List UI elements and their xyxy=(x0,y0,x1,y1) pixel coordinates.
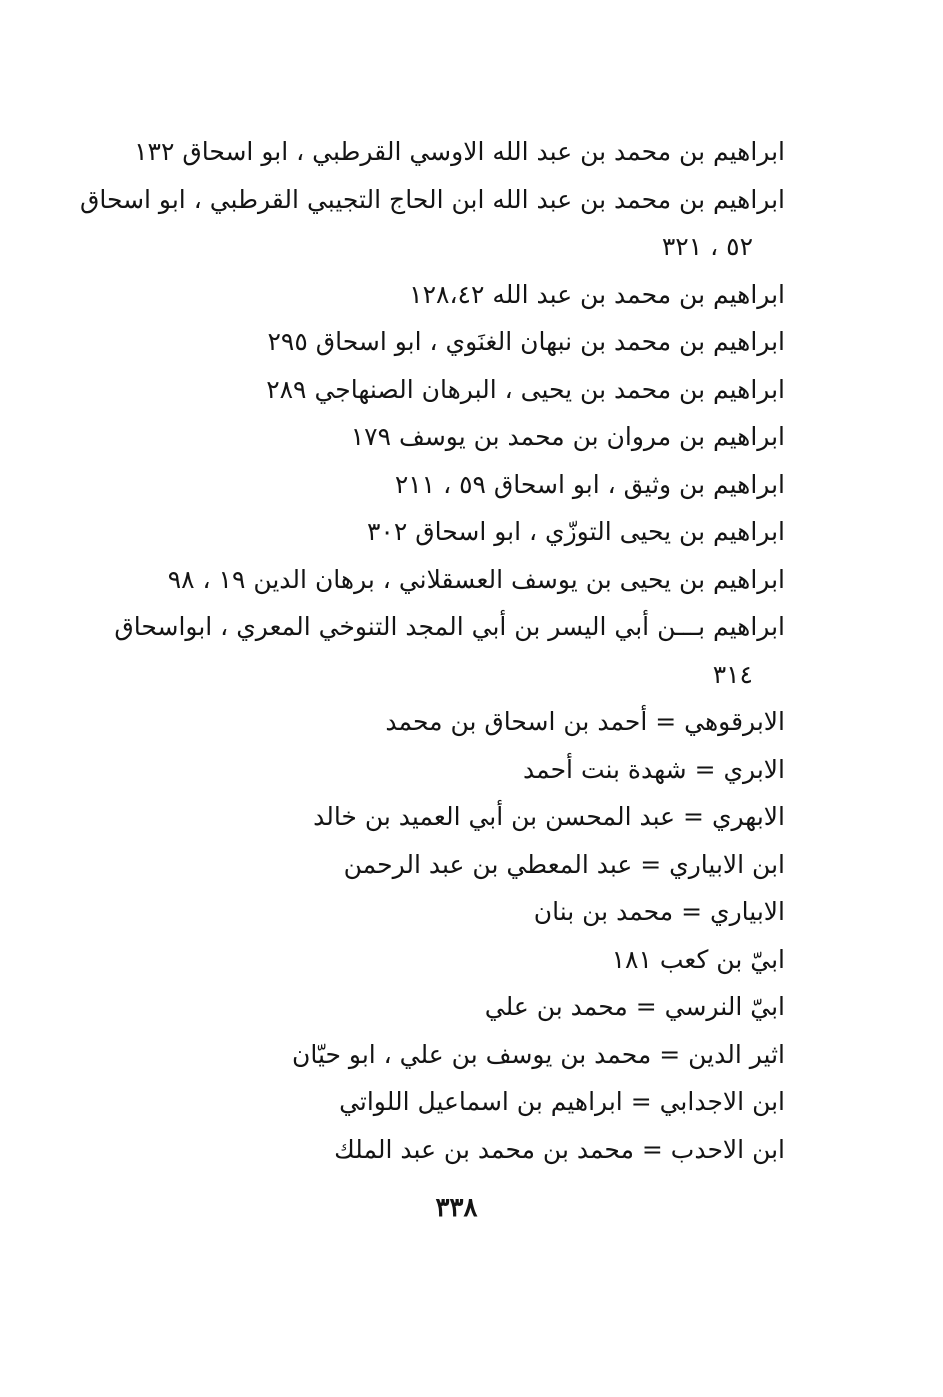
index-entry-text: الابري = شهدة بنت أحمد xyxy=(523,754,785,784)
index-entry-text: ابراهيم بن محمد بن نبهان الغنَوي ، ابو اسحاق ٢٩٥ xyxy=(267,327,785,356)
page-number: ٣٣٨ xyxy=(435,1193,478,1223)
index-entry xyxy=(135,271,785,319)
index-entry-text: ابيّ بن كعب ١٨١ xyxy=(611,944,785,974)
index-entry xyxy=(135,318,785,366)
index-entry xyxy=(79,176,785,271)
index-entry xyxy=(135,366,785,414)
index-entry xyxy=(135,508,785,556)
index-entry-continuation: ٣١٤ xyxy=(712,659,753,689)
index-entry-text: ابراهيم بن محمد بن يحيى ، البرهان الصنهاجي ٢٨٩ xyxy=(266,374,785,404)
index-entry-text: اثير الدين = محمد بن يوسف بن علي ، ابو حيّان xyxy=(291,1039,785,1069)
index-entry-text: الابهري = عبد المحسن بن أبي العميد بن خالد xyxy=(313,802,785,831)
index-entry xyxy=(135,1078,785,1126)
index-entry xyxy=(135,841,785,889)
index-entry-text: ابراهيم بن يحيى التوزّي ، ابو اسحاق ٣٠٢ xyxy=(367,517,785,546)
index-entry-text: ابن الاحدب = محمد بن محمد بن عبد الملك xyxy=(334,1134,785,1164)
index-entry xyxy=(135,793,785,841)
index-entry xyxy=(135,983,785,1031)
index-entry-continuation: ٥٢ ، ٣٢١ xyxy=(661,232,753,261)
index-entry xyxy=(135,1126,785,1174)
index-entry-list xyxy=(79,128,785,1173)
index-entry xyxy=(135,1031,785,1079)
index-entry-text: ابراهيم بن مروان بن محمد بن يوسف ١٧٩ xyxy=(350,422,785,451)
index-entry xyxy=(114,603,785,698)
index-entry xyxy=(135,936,785,984)
index-entry xyxy=(135,413,785,461)
index-entry-text: ابراهيم بن محمد بن عبد الله ابن الحاج التجيبي القرطبي ، ابو اسحاق xyxy=(79,184,785,214)
index-entry-text: ابراهيم بـــن أبي اليسر بن أبي المجد التنوخي المعري ، ابواسحاق xyxy=(114,612,785,641)
index-entry xyxy=(135,128,785,176)
index-entry xyxy=(135,556,785,604)
index-entry-text: ابراهيم بن محمد بن عبد الله الاوسي القرطبي ، ابو اسحاق ١٣٢ xyxy=(134,137,785,166)
index-entry-text: الابرقوهي = أحمد بن اسحاق بن محمد xyxy=(385,707,785,736)
index-entry-text: ابن الابياري = عبد المعطي بن عبد الرحمن xyxy=(343,849,785,879)
index-entry-text: الابياري = محمد بن بنان xyxy=(533,897,785,926)
index-entry xyxy=(135,888,785,936)
index-entry xyxy=(135,746,785,794)
index-entry-text: ابراهيم بن محمد بن عبد الله ١٢٨،٤٢ xyxy=(409,279,785,309)
index-entry-text: ابراهيم بن يحيى بن يوسف العسقلاني ، برهان الدين ١٩ ، ٩٨ xyxy=(167,564,785,594)
index-entry xyxy=(135,461,785,509)
index-entry-text: ابراهيم بن وثيق ، ابو اسحاق ٥٩ ، ٢١١ xyxy=(394,469,785,499)
index-entry-text: ابيّ النرسي = محمد بن علي xyxy=(484,992,785,1021)
index-entry xyxy=(135,698,785,746)
index-entry-text: ابن الاجدابي = ابراهيم بن اسماعيل اللواتي xyxy=(339,1087,785,1116)
